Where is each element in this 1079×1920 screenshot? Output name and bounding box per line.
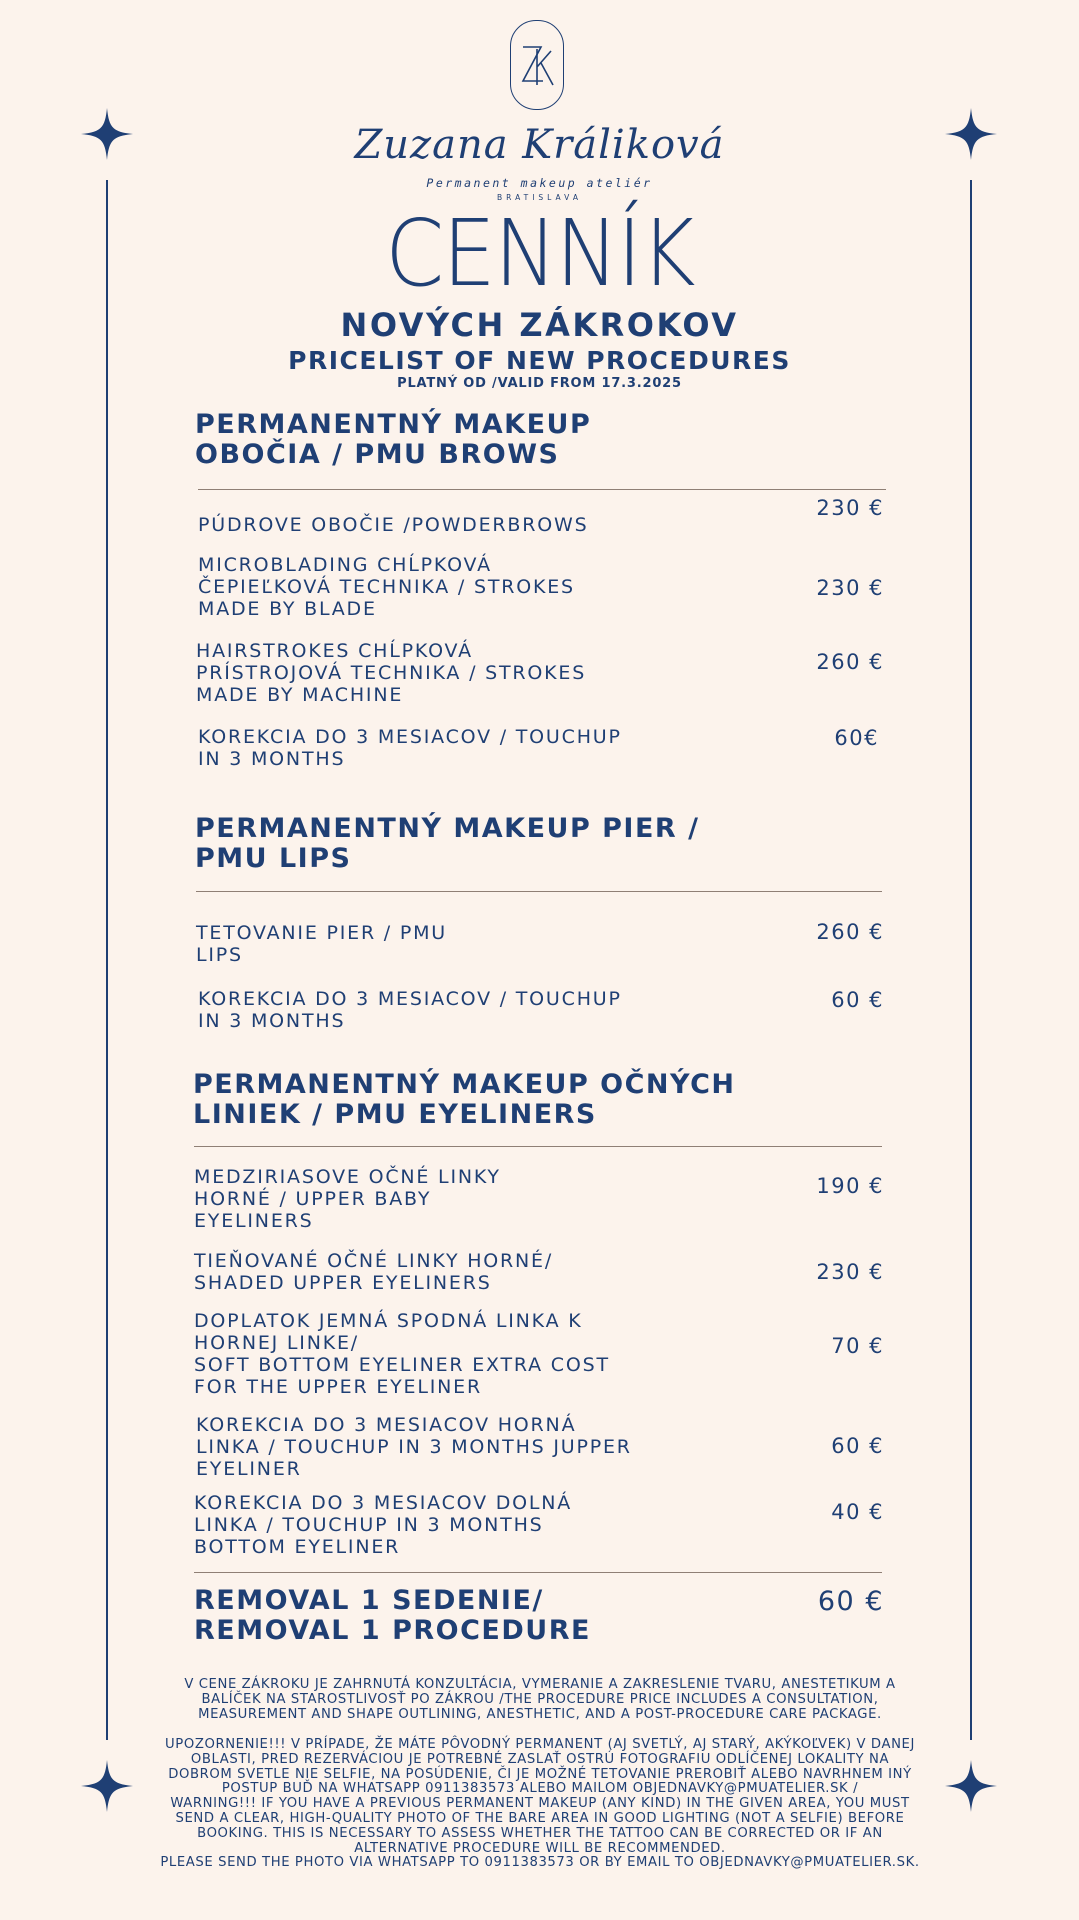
section-title-lips: PERMANENTNÝ MAKEUP PIER / PMU LIPS xyxy=(195,813,700,874)
price-item-price: 60 € xyxy=(831,1434,884,1458)
included-note: V CENE ZÁKROKU JE ZAHRNUTÁ KONZULTÁCIA, VYMERANIE A ZAKRESLENIE TVARU, ANESTETIKUM A BALÍČEK NA STAROSTLIVOSŤ PO ZÁKROU /THE PROCEDURE PRICE INCLUDES A CONSULTATION, MEASUREMENT AND SHAPE OUTLINING, ANESTHETIC, AND A POST-PROCEDURE CARE PACKAGE. xyxy=(184,1677,896,1722)
page-subtitle-en: PRICELIST OF NEW PROCEDURES xyxy=(288,346,791,375)
price-item-label: HAIRSTROKES CHĹPKOVÁ PRÍSTROJOVÁ TECHNIKA / STROKES MADE BY MACHINE xyxy=(196,640,587,706)
logo-tagline: Permanent makeup ateliér xyxy=(426,176,653,190)
price-item-price: 230 € xyxy=(816,1260,884,1284)
logo-city: BRATISLAVA xyxy=(497,193,582,202)
price-item-label: TETOVANIE PIER / PMU LIPS xyxy=(196,922,447,966)
page-title: CENNÍK xyxy=(385,200,694,307)
divider xyxy=(194,1572,882,1573)
monogram-icon xyxy=(517,41,557,89)
price-item-price: 230 € xyxy=(816,576,884,600)
price-item-price: 40 € xyxy=(831,1500,884,1524)
divider xyxy=(194,1146,882,1147)
warning-note: UPOZORNENIE!!! V PRÍPADE, ŽE MÁTE PÔVODNÝ PERMANENT (AJ SVETLÝ, AJ STARÝ, AKÝKOĽVEK) V DANEJ OBLASTI, PRED REZERVÁCIOU JE POTREBNÉ ZASLAŤ OSTRÚ FOTOGRAFIU ODLÍČENEJ LOKALITY NA DOBROM SVETLE NIE SELFIE, NA POSÚDENIE, ČI JE MOŽNÉ TETOVANIE PREROBIŤ ALEBO NAVRHNEM INÝ POSTUP BUĎ NA WHATSAPP 0911383573 ALEBO MAILOM OBJEDNAVKY@PMUATELIER.SK / WARNING!!! IF YOU HAVE A PREVIOUS PERMANENT MAKEUP (ANY KIND) IN THE GIVEN AREA, YOU MUST SEND A CLEAR, HIGH-QUALITY PHOTO OF THE BARE AREA IN GOOD LIGHTING (NOT A SELFIE) BEFORE BOOKING. THIS IS NECESSARY TO ASSESS WHETHER THE TATTOO CAN BE CORRECTED OR IF AN ALTERNATIVE PROCEDURE WILL BE RECOMMENDED. PLEASE SEND THE PHOTO VIA WHATSAPP TO 0911383573 OR BY EMAIL TO OBJEDNAVKY@PMUATELIER.SK. xyxy=(160,1737,920,1871)
price-item-label: MEDZIRIASOVE OČNÉ LINKY HORNÉ / UPPER BABY EYELINERS xyxy=(194,1166,501,1232)
divider xyxy=(198,489,886,490)
price-item-label: KOREKCIA DO 3 MESIACOV / TOUCHUP IN 3 MONTHS xyxy=(198,726,622,770)
removal-label: REMOVAL 1 SEDENIE/ REMOVAL 1 PROCEDURE xyxy=(194,1585,591,1646)
price-item-price: 60€ xyxy=(834,726,879,750)
price-item-label: KOREKCIA DO 3 MESIACOV HORNÁ LINKA / TOUCHUP IN 3 MONTHS JUPPER EYELINER xyxy=(196,1414,632,1480)
price-item-label: PÚDROVE OBOČIE /POWDERBROWS xyxy=(198,514,589,536)
page-subtitle: NOVÝCH ZÁKROKOV xyxy=(340,306,739,344)
section-title-eyeliners: PERMANENTNÝ MAKEUP OČNÝCH LINIEK / PMU EYELINERS xyxy=(193,1069,736,1130)
price-item-price: 260 € xyxy=(816,920,884,944)
price-item-label: KOREKCIA DO 3 MESIACOV DOLNÁ LINKA / TOUCHUP IN 3 MONTHS BOTTOM EYELINER xyxy=(194,1492,573,1558)
price-item-price: 190 € xyxy=(816,1174,884,1198)
price-item-price: 70 € xyxy=(831,1334,884,1358)
price-item-label: KOREKCIA DO 3 MESIACOV / TOUCHUP IN 3 MONTHS xyxy=(198,988,622,1032)
removal-price: 60 € xyxy=(817,1586,884,1617)
price-item-label: MICROBLADING CHĹPKOVÁ ČEPIEĽKOVÁ TECHNIKA / STROKES MADE BY BLADE xyxy=(198,554,575,620)
valid-from: PLATNÝ OD /VALID FROM 17.3.2025 xyxy=(397,376,682,391)
logo-monogram xyxy=(510,20,564,110)
frame-line-right xyxy=(970,180,972,1740)
price-item-label: TIEŇOVANÉ OČNÉ LINKY HORNÉ/ SHADED UPPER EYELINERS xyxy=(194,1250,554,1294)
divider xyxy=(196,891,882,892)
logo-name: Zuzana Králiková xyxy=(354,122,725,168)
frame-line-left xyxy=(106,180,108,1740)
price-item-label: DOPLATOK JEMNÁ SPODNÁ LINKA K HORNEJ LINKE/ SOFT BOTTOM EYELINER EXTRA COST FOR THE UPPER EYELINER xyxy=(194,1310,610,1398)
price-item-price: 260 € xyxy=(816,650,884,674)
price-item-price: 60 € xyxy=(831,988,884,1012)
price-item-price: 230 € xyxy=(816,496,884,520)
section-title-brows: PERMANENTNÝ MAKEUP OBOČIA / PMU BROWS xyxy=(195,409,592,470)
